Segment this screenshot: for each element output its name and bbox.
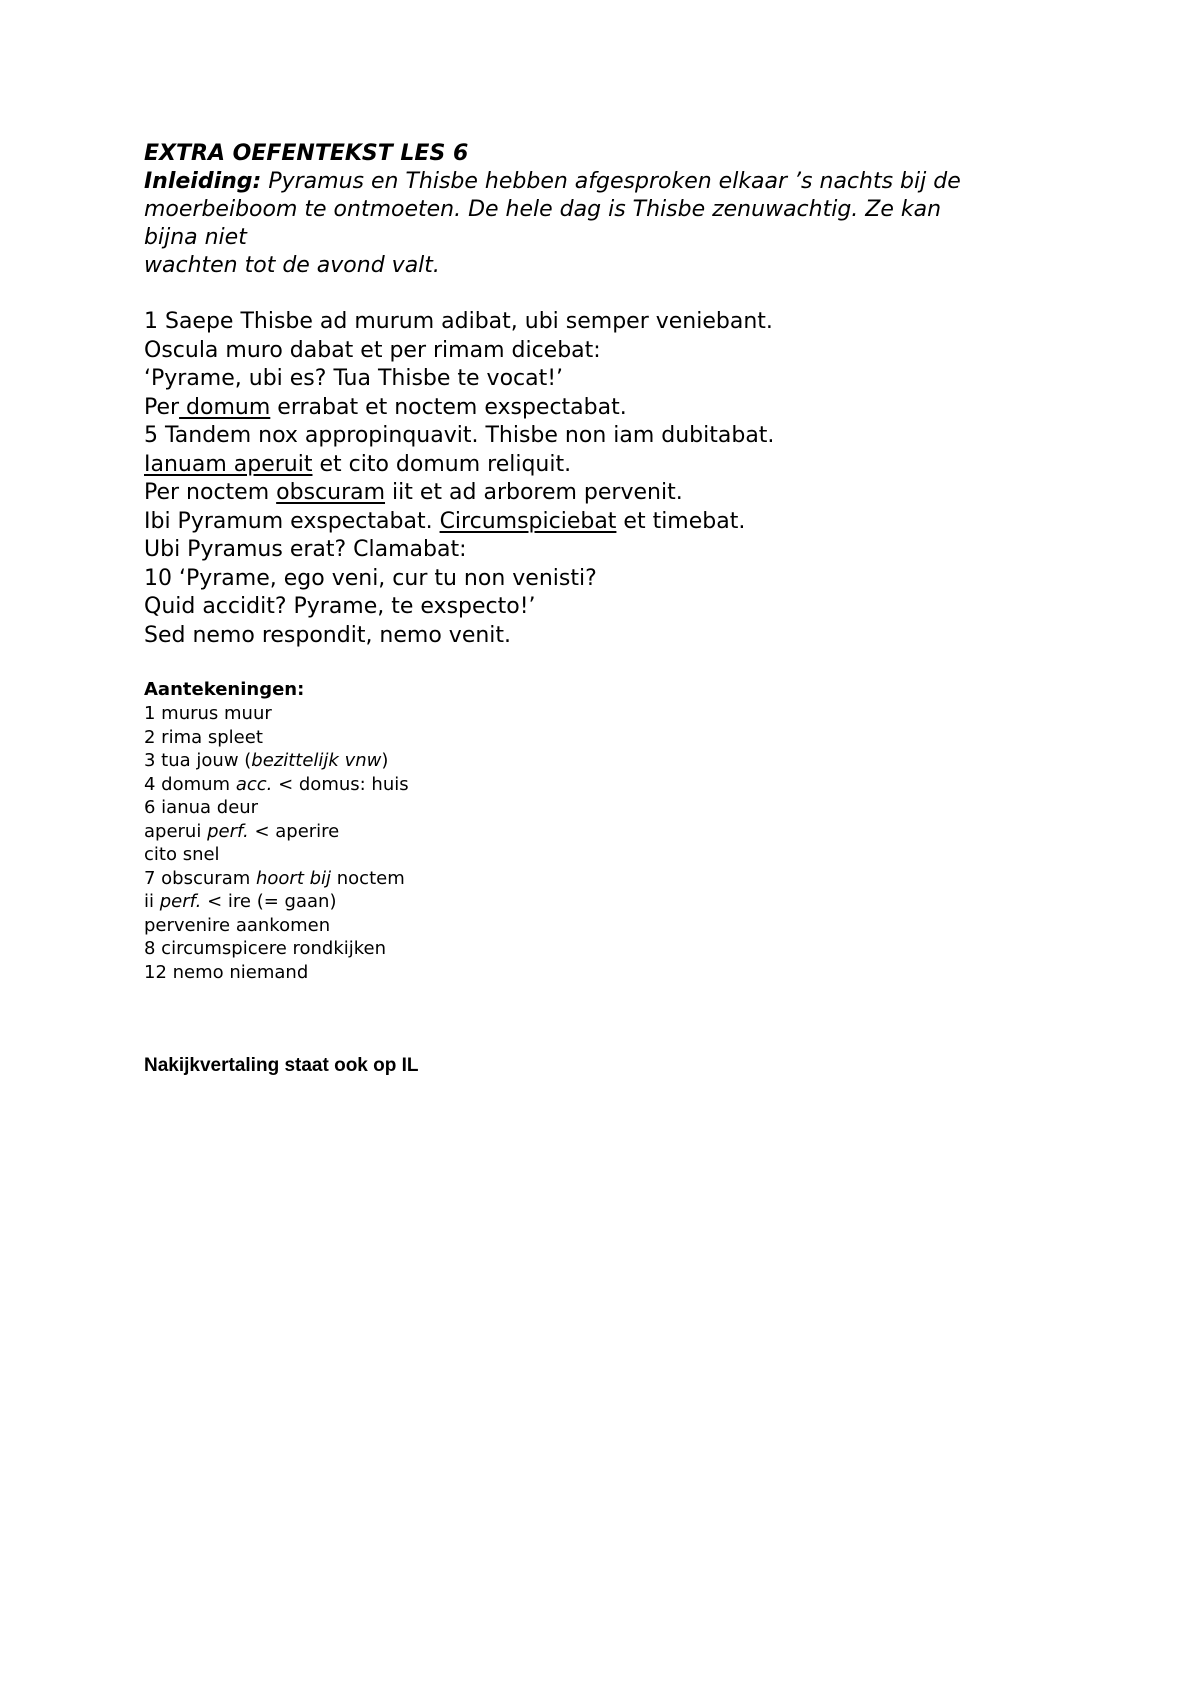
- underlined-word: Ianuam aperuit: [144, 451, 313, 477]
- underlined-word: obscuram: [276, 480, 386, 505]
- note-item: 2 rima spleet: [144, 726, 263, 748]
- document-page: [144, 140, 1064, 1078]
- intro-line-2: moerbeiboom te ontmoeten. De hele dag is Thisbe zenuwachtig. Ze kan: [144, 197, 942, 222]
- latin-line: ‘Pyrame, ubi es? Tua Thisbe te vocat!’: [144, 366, 564, 391]
- note-item: 1 murus muur: [144, 703, 272, 724]
- latin-line: 5 Tandem nox appropinquavit. Thisbe non iam dubitabat.: [144, 423, 775, 448]
- underlined-word: Circumspiciebat: [439, 508, 617, 534]
- latin-line: 1 Saepe Thisbe ad murum adibat, ubi semper veniebant.: [144, 309, 773, 334]
- latin-line: Sed nemo respondit, nemo venit.: [144, 622, 512, 648]
- note-item: 3 tua jouw (bezittelijk vnw): [144, 750, 389, 771]
- latin-line: Ibi Pyramum exspectabat. Circumspiciebat et timebat.: [144, 508, 746, 534]
- note-item: 7 obscuram hoort bij noctem: [144, 867, 405, 889]
- note-item: cito snel: [144, 844, 220, 865]
- latin-line: Per domum errabat et noctem exspectabat.: [144, 394, 627, 420]
- footer-note: Nakijkvertaling staat ook op IL: [144, 1055, 419, 1076]
- introduction: [144, 168, 1064, 280]
- note-item: 4 domum acc. < domus: huis: [144, 773, 409, 795]
- latin-text: [144, 308, 1064, 650]
- latin-line: Per noctem obscuram iit et ad arborem pervenit.: [144, 480, 683, 505]
- intro-line-4: wachten tot de avond valt.: [144, 253, 440, 278]
- latin-line: 10 ‘Pyrame, ego veni, cur tu non venisti?: [144, 565, 597, 591]
- latin-line: Quid accidit? Pyrame, te exspecto!’: [144, 594, 536, 619]
- intro-line-3: bijna niet: [144, 225, 247, 250]
- note-item: 6 ianua deur: [144, 797, 259, 818]
- underlined-word: domum: [179, 394, 271, 420]
- intro-line-1: Inleiding: Pyramus en Thisbe hebben afgesproken elkaar ’s nachts bij de: [144, 169, 961, 194]
- notes-list: [144, 702, 1064, 984]
- document-title: EXTRA OEFENTEKST LES 6: [144, 141, 469, 166]
- note-item: aperui perf. < aperire: [144, 820, 340, 842]
- intro-label: Inleiding:: [144, 169, 262, 194]
- note-item: 8 circumspicere rondkijken: [144, 938, 387, 959]
- note-item: pervenire aankomen: [144, 914, 331, 936]
- note-item: 12 nemo niemand: [144, 961, 309, 983]
- latin-line: Ubi Pyramus erat? Clamabat:: [144, 537, 467, 562]
- latin-line: Oscula muro dabat et per rimam dicebat:: [144, 337, 601, 363]
- notes-heading: Aantekeningen:: [144, 679, 305, 700]
- note-item: ii perf. < ire (= gaan): [144, 891, 337, 912]
- latin-line: Ianuam aperuit et cito domum reliquit.: [144, 451, 572, 477]
